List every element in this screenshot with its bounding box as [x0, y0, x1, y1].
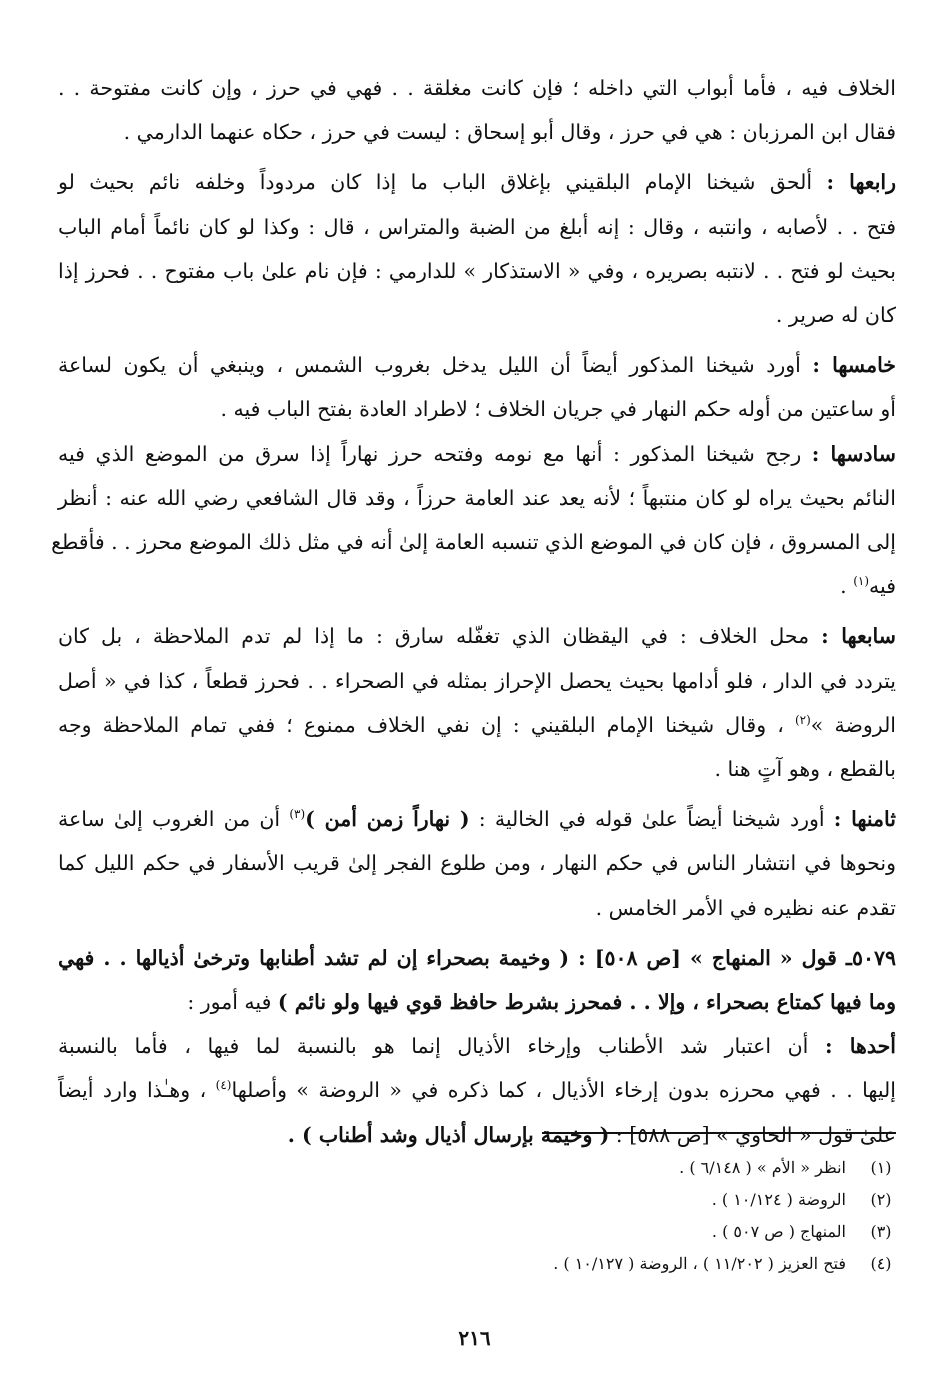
text-line: وما فيها كمتاع بصحراء ، وإلا . . فمحرز بشرط حافظ قوي فيها ولو نائم ) فيه أمور :	[187, 990, 896, 1015]
quoted-text: ( وخيمة بصحراء إن لم تشد أطنابها وترخىٰ أذيالها . . فهي	[58, 945, 570, 970]
text-line	[58, 936, 896, 980]
text-line: الخلاف فيه ، فأما أبواب التي داخله ؛ فإن كانت مغلقة . . فهي في حرز ، وإن كانت مفتوحة . .	[58, 76, 896, 100]
footnote-marker: (٢)	[794, 713, 811, 728]
footnote-number: (٣)	[870, 1222, 892, 1241]
footnote-number: (٤)	[870, 1254, 892, 1273]
paragraph-5th	[58, 343, 896, 431]
paragraph-8th	[58, 797, 896, 930]
text-line: كان له صرير .	[775, 303, 896, 328]
footnote-number: (٢)	[870, 1190, 892, 1209]
text-line: النائم بحيث يراه لو كان منتبهاً ؛ لأنه يعد عند العامة حرزاً ، وقد قال الشافعي رضي الله عنه : أنظر	[58, 485, 896, 510]
section-heading: أحدها :	[825, 1034, 896, 1059]
text-line: الروضة »$^{(٢)}$ ، وقال شيخنا الإمام البلقيني : إن نفي الخلاف ممنوع ؛ ففي تمام الملاحظة وجه	[58, 712, 897, 737]
text-line: يتردد في الدار ، فلو أدامها بحيث يحصل الإحراز بمثله في الصحراء . . فحرز قطعاً ، كذا في « أصل	[58, 668, 896, 693]
entry-number: ٥٠٧٩ـ قول « المنهاج » [ص ٥٠٨] :	[569, 945, 896, 970]
text-line: رابعها : ألحق شيخنا الإمام البلقيني بإغلاق الباب ما إذا كان مردوداً وخلفه نائم بحيث لو	[58, 170, 896, 195]
text-line: خامسها : أورد شيخنا المذكور أيضاً أن الليل يدخل بغروب الشمس ، وينبغي أن يكون لساعة	[58, 353, 896, 378]
footnote	[296, 1152, 896, 1184]
section-heading: سابعها :	[821, 624, 896, 649]
footnotes	[296, 1152, 896, 1280]
text-line: سابعها : محل الخلاف : في اليقظان الذي تغفّله سارق : ما إذا لم تدم الملاحظة ، بل كان	[58, 624, 896, 649]
section-heading: خامسها :	[812, 353, 896, 378]
section-heading: ثامنها :	[833, 807, 896, 832]
footnote-text: انظر « الأم » ( ٦/١٤٨ ) .	[679, 1158, 846, 1177]
page-number: ٢١٦	[458, 1326, 491, 1350]
footnote-marker: (٣)	[289, 807, 306, 822]
paragraph-7th	[58, 614, 896, 791]
text-line: ونحوها في انتشار الناس في حكم النهار ، ومن طلوع الفجر إلىٰ قريب الأسفار في حكم الليل كما	[58, 851, 896, 876]
text-line: أحدها : أن اعتبار شد الأطناب وإرخاء الأذيال إنما هو بالنسبة لما فيها ، فأما بالنسبة	[58, 1034, 896, 1059]
text-line: فقال ابن المرزبان : هي في حرز ، وقال أبو إسحاق : ليست في حرز ، حكاه عنهما الدارمي .	[123, 120, 896, 145]
footnote	[296, 1248, 896, 1280]
paragraph-first	[58, 1024, 896, 1157]
paragraph-1	[58, 66, 896, 154]
page-body	[51, 66, 897, 1157]
text-line: فيه$^{(١)}$ .	[840, 574, 896, 599]
quoted-text: ( نهاراً زمن أمن )	[305, 807, 470, 832]
text-line: أو ساعتين من أوله حكم النهار في جريان الخلاف ؛ لاطراد العادة بفتح الباب فيه .	[220, 397, 896, 422]
section-heading: سادسها :	[811, 441, 896, 466]
footnote-marker: (٤)	[215, 1078, 232, 1093]
footnote-text: المنهاج ( ص ٥٠٧ ) .	[711, 1222, 846, 1241]
text-line: بالقطع ، وهو آتٍ هنا .	[714, 757, 896, 782]
quoted-text: وما فيها كمتاع بصحراء ، وإلا . . فمحرز بشرط حافظ قوي فيها ولو نائم )	[277, 990, 896, 1015]
section-heading: رابعها :	[826, 170, 896, 195]
footnote-separator	[542, 1132, 896, 1134]
footnote	[296, 1184, 896, 1216]
text-line: إليها . . فهي محرزه بدون إرخاء الأذيال ، كما ذكره في « الروضة » وأصلها$^{(٤)}$ ، وهـٰذا وارد أيضاً	[58, 1078, 896, 1103]
text-line: ثامنها : أورد شيخنا أيضاً علىٰ قوله في الخالية : ( نهاراً زمن أمن )$^{(٣)}$ أن من الغروب إلىٰ ساعة	[58, 807, 896, 832]
footnote-text: الروضة ( ١٠/١٢٤ ) .	[711, 1190, 846, 1209]
text-line: علىٰ قول « الحاوي » [ص ٥٨٨] : ( وخيمة بإرسال أذيال وشد أطناب ) .	[287, 1122, 896, 1147]
text-line: سادسها : رجح شيخنا المذكور : أنها مع نومه وفتحه حرز نهاراً إذا سرق من الموضع الذي فيه	[58, 441, 896, 466]
paragraph-6th	[51, 432, 896, 609]
footnote	[296, 1216, 896, 1248]
footnote-marker: (١)	[853, 574, 870, 589]
text-line: بحيث لو فتح . . لانتبه بصريره ، وفي « الاستذكار » للدارمي : فإن نام علىٰ باب مفتوح . . فحرز إذا	[58, 258, 896, 283]
paragraph-5079	[58, 936, 896, 1024]
text-line: تقدم عنه نظيره في الأمر الخامس .	[595, 895, 896, 920]
paragraph-4th	[58, 160, 896, 337]
text-line: إلى المسروق ، فإن كان في الموضع الذي تنسبه العامة إلىٰ أنه في مثل ذلك الموضع محرز . . فأقطع	[51, 530, 896, 555]
quoted-text: ( وخيمة بإرسال أذيال وشد أطناب ) .	[287, 1122, 610, 1147]
footnote-text: فتح العزيز ( ١١/٢٠٢ ) ، الروضة ( ١٠/١٢٧ ) .	[553, 1254, 846, 1273]
footnote-number: (١)	[870, 1158, 892, 1177]
text-line: فتح . . لأصابه ، وانتبه ، وقال : إنه أبلغ من الضبة والمتراس ، قال : وكذا لو كان نائماً أمام الباب	[58, 214, 896, 239]
